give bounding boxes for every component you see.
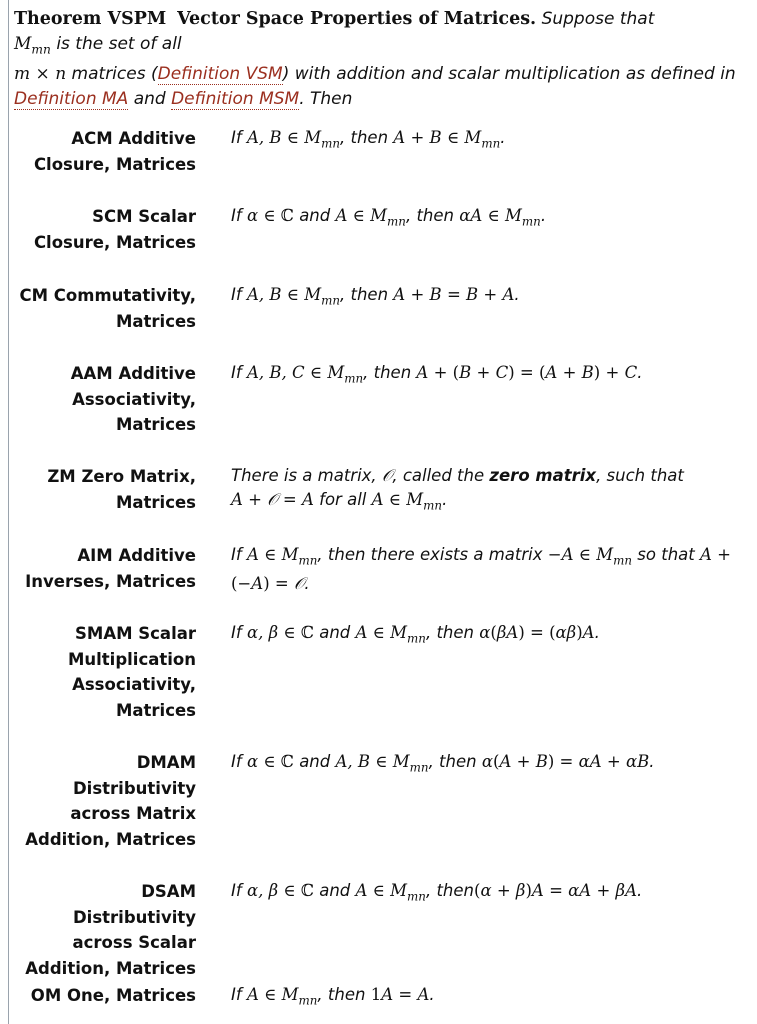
property-statement: If A, B, C ∈ $M_{mn}$, then A + (B + C) = (A + B) + C. [231, 363, 643, 386]
intro-text-1: Suppose that [541, 9, 655, 29]
property-statement: If A, B ∈ $M_{mn}$, then A + B ∈ $M_{mn}$. [231, 128, 506, 151]
property-statement: If α ∈ ℂ and A ∈ $M_{mn}$, then αA ∈ $M_{mn}$. [231, 206, 547, 229]
property-statement: If α, β ∈ ℂ and A ∈ $M_{mn}$, then α(βA) = (αβ)A. [231, 623, 600, 646]
property-statement: If α, β ∈ ℂ and A ∈ $M_{mn}$, then(α + β)A = αA + βA. [231, 881, 643, 904]
property-label: SMAM Scalar Multiplication Associativity, Matrices [67, 624, 196, 720]
math-mmn: $M_{mn}$ [14, 34, 51, 57]
definition-vsm-link[interactable]: Definition VSM [157, 64, 283, 85]
definition-ma-link[interactable]: Definition MA [14, 89, 129, 110]
left-rule [8, 0, 9, 1024]
property-label: CM Commutativity, Matrices [19, 286, 196, 331]
intro-text-4: ) with addition and scalar multiplication as defined in [282, 64, 736, 85]
property-label: DMAM Distributivity across Matrix Addition, Matrices [25, 753, 196, 849]
property-statement: If A, B ∈ $M_{mn}$, then A + B = B + A. [231, 285, 520, 308]
theorem-header: Theorem VSPM Vector Space Properties of Matrices. Suppose that $M_{mn}$ is the set of all m × n matrices (Definition VSM) with addition and scalar multiplication as defined in Definition MA and Definition MSM. Then [14, 9, 736, 110]
property-label: SCM Scalar Closure, Matrices [33, 207, 196, 252]
intro-text-2: is the set of all [56, 34, 182, 54]
property-label: OM One, Matrices [30, 986, 196, 1005]
theorem-name: Vector Space Properties of Matrices. [177, 9, 537, 29]
definition-msm-link[interactable]: Definition MSM [171, 89, 300, 110]
property-statement: If A ∈ $M_{mn}$, then there exists a matrix −A ∈ $M_{mn}$ so that A + (−A) = 𝒪. [231, 545, 731, 594]
property-statement: If A ∈ $M_{mn}$, then 1A = A. [231, 985, 435, 1008]
math-m-times-n: m [14, 64, 31, 85]
property-label: ZM Zero Matrix, Matrices [47, 467, 196, 512]
property-statement: If α ∈ ℂ and A, B ∈ $M_{mn}$, then α(A + B) = αA + αB. [231, 752, 655, 775]
property-label: AAM Additive Associativity, Matrices [70, 364, 196, 434]
property-label: AIM Additive Inverses, Matrices [25, 546, 196, 591]
property-label: DSAM Distributivity across Scalar Addition, Matrices [25, 882, 196, 978]
intro-text-5: and [133, 89, 166, 110]
theorem-title: Theorem VSPM [14, 9, 167, 29]
intro-text-6: . Then [299, 89, 353, 110]
property-statement: There is a matrix, 𝒪, called the zero matrix, such that A + 𝒪 = A for all A ∈ $M_{mn}$. [231, 466, 684, 513]
property-label: ACM Additive Closure, Matrices [33, 129, 196, 174]
intro-text-3: matrices ( [71, 64, 158, 85]
